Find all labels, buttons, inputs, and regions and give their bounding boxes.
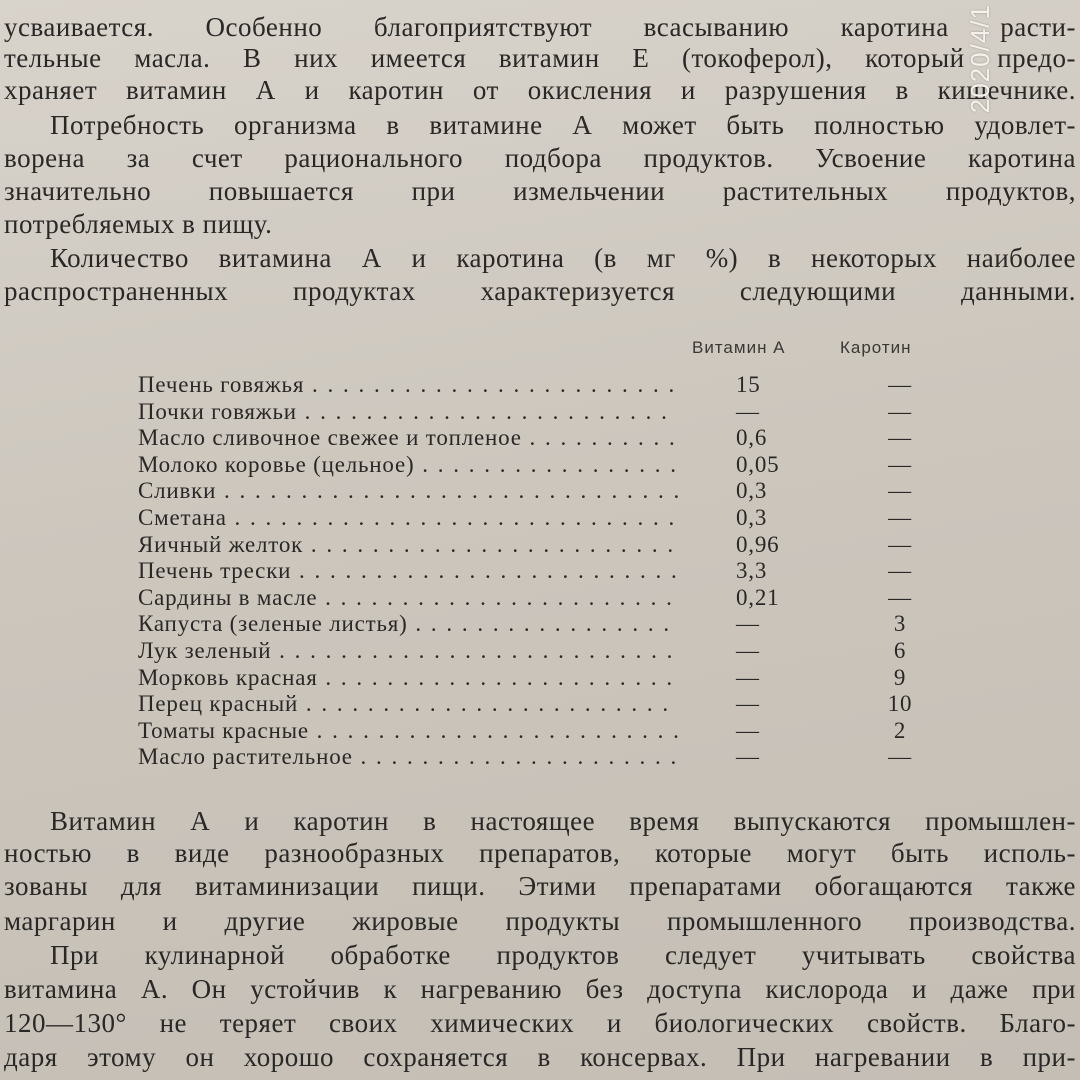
text-line: распространенных продуктах характеризуется следующими данными. — [4, 276, 1076, 306]
table-row — [138, 558, 958, 584]
table-row — [138, 505, 958, 531]
vitamin-a-value: 0,3 — [736, 478, 768, 504]
table-row — [138, 744, 958, 770]
product-name: Яичный желток . . . — [138, 532, 678, 558]
table-row — [138, 372, 958, 398]
table-row — [138, 665, 958, 691]
column-header-vitamin-a: Витамин А — [692, 338, 786, 357]
product-name: Почки говяжьи . . . — [138, 399, 678, 425]
text-line: 120—130° не теряет своих химических и биологических свойств. Благо- — [4, 1008, 1076, 1038]
vitamin-a-value: — — [736, 398, 760, 424]
text-line: Количество витамина А и каротина (в мг %) в некоторых наиболее — [50, 243, 1076, 273]
product-name: Сметана . . . — [138, 505, 678, 531]
text-line: потребляемых в пищу. — [4, 209, 273, 239]
text-line: зованы для витаминизации пищи. Этими препаратами обогащаются также — [4, 871, 1076, 901]
text-line: храняет витамин А и каротин от окисления и разрушения в кишечнике. — [4, 75, 1076, 105]
product-name: Молоко коровье (цельное) . . . — [138, 452, 678, 478]
vitamin-a-value: 3,3 — [736, 558, 768, 584]
text-line: ностью в виде разнообразных препаратов, которые могут быть исполь- — [4, 838, 1076, 868]
carotene-value: 10 — [887, 691, 913, 717]
product-name: Печень говяжья . . . — [138, 372, 678, 398]
vitamin-a-value: — — [736, 664, 760, 690]
product-name: Масло сливочное свежее и топленое . . . — [138, 425, 678, 451]
table-row — [138, 478, 958, 504]
text-line: значительно повышается при измельчении растительных продуктов, — [4, 176, 1076, 206]
vitamin-a-value: — — [736, 638, 760, 663]
carotene-value: — — [888, 425, 912, 451]
product-name: Масло растительное . . . — [138, 744, 678, 770]
carotene-value: — — [888, 451, 912, 477]
vitamin-a-value: 0,05 — [736, 451, 780, 477]
vitamin-a-value: 0,6 — [736, 425, 768, 451]
photo-timestamp-wrap — [965, 0, 1040, 170]
carotene-value: 2 — [893, 717, 907, 743]
product-name: Перец красный . . . — [138, 691, 678, 717]
carotene-value: — — [888, 478, 912, 504]
carotene-value: — — [888, 558, 912, 584]
table-row — [138, 425, 958, 451]
vitamin-a-value: 15 — [736, 372, 761, 397]
text-line: маргарин и другие жировые продукты промышленного производства. — [4, 906, 1076, 936]
carotene-value: — — [888, 744, 912, 770]
carotene-value: — — [888, 531, 912, 557]
text-line: усваивается. Особенно благоприятствуют всасыванию каротина расти- — [4, 12, 1076, 42]
carotene-value: — — [888, 505, 912, 530]
vitamin-a-value: — — [736, 691, 760, 717]
product-name: Лук зеленый . . . — [138, 638, 678, 664]
carotene-value: — — [888, 398, 912, 424]
carotene-value: 3 — [893, 611, 907, 637]
table-row — [138, 585, 958, 611]
column-header-carotene: Каротин — [840, 338, 912, 357]
product-name: Печень трески . . . — [138, 558, 678, 584]
vitamin-a-value: — — [736, 744, 760, 770]
text-line: даря этому он хорошо сохраняется в консервах. При нагревании в при- — [4, 1042, 1076, 1072]
vitamin-a-value: 0,3 — [736, 505, 768, 530]
table-row — [138, 611, 958, 637]
photo-timestamp: 2020/4/1 — [965, 4, 995, 114]
text-line: При кулинарной обработке продуктов следует учитывать свойства — [50, 940, 1076, 970]
carotene-value: 9 — [893, 664, 907, 690]
text-line: Потребность организма в витамине А может быть полностью удовлет- — [50, 110, 1076, 140]
table-row — [138, 718, 958, 744]
product-name: Морковь красная . . . — [138, 665, 678, 691]
product-name: Капуста (зеленые листья) . . . — [138, 611, 678, 637]
carotene-value: — — [888, 584, 912, 610]
text-line: Витамин А и каротин в настоящее время выпускаются промышлен- — [50, 806, 1076, 836]
text-line: ворена за счет рационального подбора продуктов. Усвоение каротина — [4, 143, 1076, 173]
text-line: витамина А. Он устойчив к нагреванию без доступа кислорода и даже при — [4, 974, 1076, 1004]
product-name: Сливки . . . — [138, 478, 678, 504]
table-row — [138, 532, 958, 558]
table-row — [138, 638, 958, 664]
vitamin-a-value: 0,21 — [736, 584, 780, 610]
table-row — [138, 452, 958, 478]
text-line: тельные масла. В них имеется витамин Е (токоферол), который предо- — [4, 43, 1076, 73]
carotene-value: 6 — [893, 638, 907, 663]
vitamin-a-value: — — [736, 717, 760, 743]
carotene-value: — — [888, 372, 912, 397]
vitamin-a-value: 0,96 — [736, 531, 780, 557]
table-row — [138, 399, 958, 425]
table-row — [138, 691, 958, 717]
product-name: Томаты красные . . . — [138, 718, 678, 744]
product-name: Сардины в масле . . . — [138, 585, 678, 611]
vitamin-a-value: — — [736, 611, 760, 637]
